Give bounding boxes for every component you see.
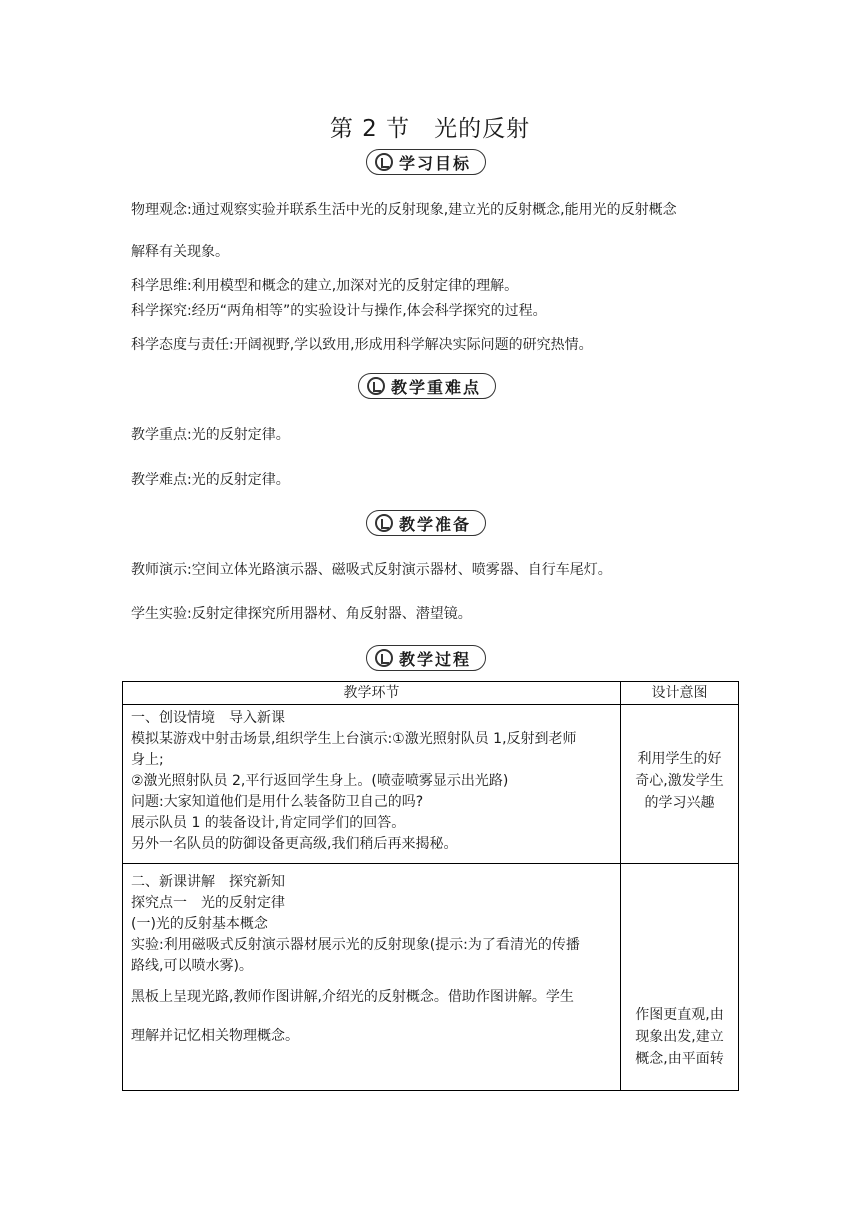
section-badge-goals [366,149,486,175]
badge-icon [375,514,393,532]
intent-line: 利用学生的好 [637,751,722,767]
table-row [123,705,739,864]
row-line: 探究点一 光的反射定律 [131,895,285,911]
goal-line: 科学探究:经历“两角相等”的实验设计与操作,体会科学探究的过程。 [131,303,547,319]
row-line: 路线,可以喷水雾)。 [131,958,253,974]
table-row [123,864,739,1091]
key-point-difficulty: 教学难点:光的反射定律。 [131,472,290,488]
intent-line: 作图更直观,由 [635,1007,724,1023]
intent-line: 奇心,激发学生 [635,773,724,789]
intent-line: 概念,由平面转 [635,1051,724,1067]
section-label: 教学准备 [399,514,472,534]
table-cell [621,864,739,1091]
badge-icon [367,377,385,395]
section-badge-key-points [358,373,496,399]
row-line: 二、新课讲解 探究新知 [131,874,285,890]
goal-line: 物理观念:通过观察实验并联系生活中光的反射现象,建立光的反射概念,能用光的反射概念 [131,202,677,218]
section-label: 教学过程 [399,649,472,669]
goal-line: 解释有关现象。 [131,244,229,260]
row-line: (一)光的反射基本概念 [131,916,268,932]
prep-teacher: 教师演示:空间立体光路演示器、磁吸式反射演示器材、喷雾器、自行车尾灯。 [131,562,612,578]
row-line: 另外一名队员的防御设备更高级,我们稍后再来揭秘。 [131,836,458,852]
page-title: 第 2 节 光的反射 [329,116,531,142]
prep-student: 学生实验:反射定律探究所用器材、角反射器、潜望镜。 [131,606,472,622]
table-cell [621,705,739,864]
key-point-focus: 教学重点:光的反射定律。 [131,427,290,443]
section-label: 学习目标 [399,153,472,173]
row-line: ②激光照射队员 2,平行返回学生身上。(喷壶喷雾显示出光路) [131,773,509,789]
process-table [122,681,739,1091]
row-line: 身上; [131,752,164,768]
intent-line: 的学习兴趣 [644,795,715,811]
table-cell [123,864,621,1091]
row-line: 模拟某游戏中射击场景,组织学生上台演示:①激光照射队员 1,反射到老师 [131,731,577,747]
section-badge-process [366,645,486,671]
section-label: 教学重难点 [391,377,482,397]
badge-icon [375,649,393,667]
badge-icon [375,153,393,171]
row-line: 实验:利用磁吸式反射演示器材展示光的反射现象(提示:为了看清光的传播 [131,937,580,953]
header-cell: 设计意图 [621,682,739,705]
row-line: 一、创设情境 导入新课 [131,710,285,726]
goal-line: 科学态度与责任:开阔视野,学以致用,形成用科学解决实际问题的研究热情。 [131,337,593,353]
table-header-row [123,682,739,705]
row-line: 理解并记忆相关物理概念。 [131,1028,299,1044]
section-badge-prep [366,510,486,536]
goal-line: 科学思维:利用模型和概念的建立,加深对光的反射定律的理解。 [131,278,519,294]
row-line: 展示队员 1 的装备设计,肯定同学们的回答。 [131,815,406,831]
row-line: 黑板上呈现光路,教师作图讲解,介绍光的反射概念。借助作图讲解。学生 [131,989,574,1005]
intent-line: 现象出发,建立 [635,1029,724,1045]
row-line: 问题:大家知道他们是用什么装备防卫自己的吗? [131,794,424,810]
header-cell: 教学环节 [123,682,621,705]
table-cell [123,705,621,864]
